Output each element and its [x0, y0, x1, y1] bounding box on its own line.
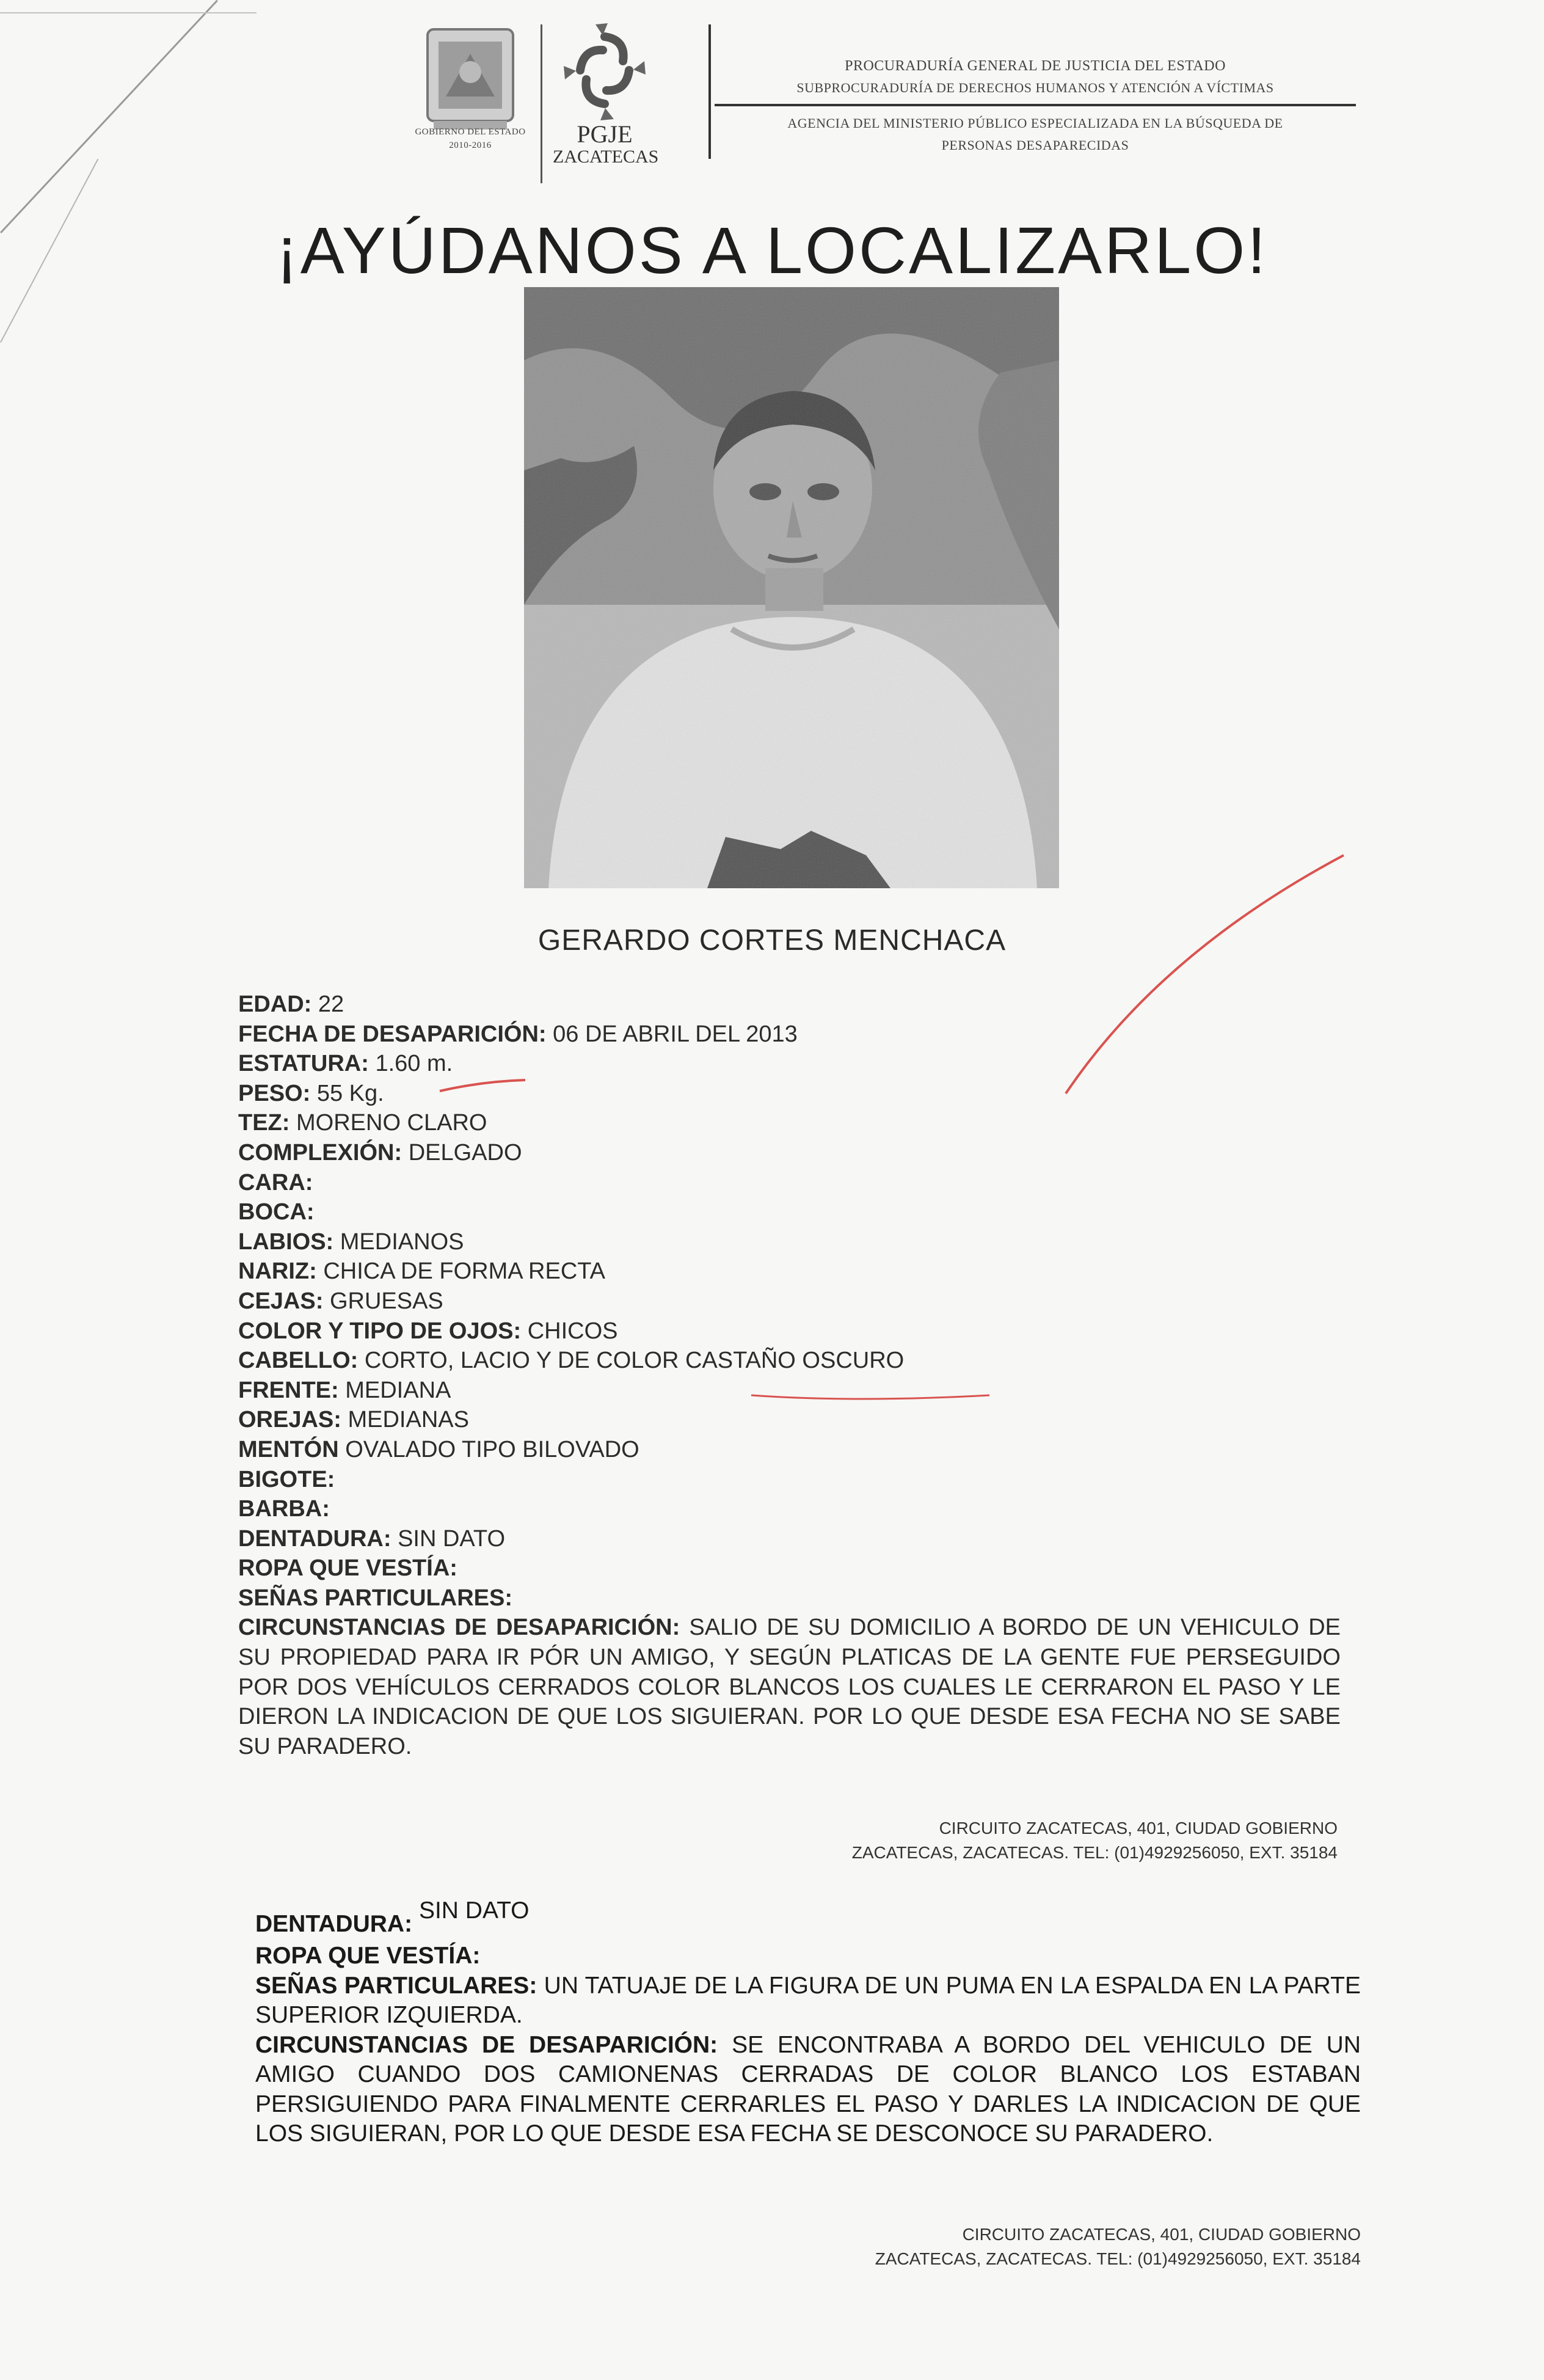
field-value: MEDIANAS — [348, 1407, 469, 1433]
field-label: BOCA: — [238, 1199, 315, 1225]
agency-name-line-2: SUBPROCURADURÍA DE DERECHOS HUMANOS Y ATENCIÓN A VÍCTIMAS — [796, 80, 1274, 95]
field-label: ROPA QUE VESTÍA: — [238, 1555, 457, 1582]
field-value: 1.60 m. — [375, 1051, 453, 1077]
field-value: CORTO, LACIO Y DE COLOR CASTAÑO OSCURO — [364, 1348, 905, 1374]
overlay-field-circunstancias — [255, 2031, 1361, 2149]
field-label: CABELLO: — [238, 1348, 359, 1374]
field-label: CIRCUNSTANCIAS DE DESAPARICIÓN: — [238, 1615, 680, 1641]
field-value: MORENO CLARO — [296, 1110, 487, 1136]
field-label: MENTÓN — [238, 1436, 339, 1462]
address-line-1: CIRCUITO ZACATECAS, 401, CIUDAD GOBIERNO — [962, 2224, 1361, 2244]
field-label: CARA: — [238, 1169, 313, 1195]
field-value: OVALADO TIPO BILOVADO — [345, 1436, 639, 1462]
field-value: MEDIANA — [345, 1377, 451, 1403]
pgje-wordmark-line-2: ZACATECAS — [553, 147, 659, 167]
overlay-page-fragment — [255, 1897, 1361, 2271]
address-line-2: ZACATECAS, ZACATECAS. TEL: (01)4929256050, EXT. 35184 — [875, 2249, 1361, 2268]
field-value: 22 — [318, 991, 344, 1017]
field-label: SEÑAS PARTICULARES: — [238, 1585, 512, 1611]
field-value: 06 DE ABRIL DEL 2013 — [553, 1021, 798, 1047]
field-label: BARBA: — [238, 1496, 330, 1522]
field-label: FECHA DE DESAPARICIÓN: — [238, 1021, 547, 1047]
field-value: DELGADO — [408, 1139, 522, 1166]
field-value: MEDIANOS — [340, 1228, 464, 1255]
person-name: GERARDO CORTES MENCHACA — [537, 924, 1007, 957]
overlay-field-senas — [255, 1971, 1361, 2031]
field-value: GRUESAS — [329, 1288, 443, 1314]
field-label: DENTADURA: — [238, 1525, 391, 1552]
field-label: COMPLEXIÓN: — [238, 1139, 402, 1166]
agency-name-line-4: PERSONAS DESAPARECIDAS — [941, 137, 1129, 153]
field-value: SIN DATO — [418, 1897, 530, 1924]
field-value: SE ENCONTRABA A BORDO DEL VEHICULO DE UN AMIGO CUANDO DOS CAMIONENAS CERRADAS DE COLOR BLANCO LOS ESTABAN PERSIGUIENDO PARA FINALMENTE CERRARLES EL PASO Y DARLES LA INDICACION DE QUE LOS SIGUIERAN, POR LO QUE DESDE ESA FECHA SE DESCONOCE SU PARADERO. — [255, 2031, 1361, 2147]
field-label: LABIOS: — [238, 1228, 334, 1255]
field-value: 55 Kg. — [316, 1080, 384, 1106]
address-line-2: ZACATECAS, ZACATECAS. TEL: (01)4929256050, EXT. 35184 — [851, 1843, 1338, 1863]
overlay-field-ropa — [255, 1941, 1361, 1971]
field-label: TEZ: — [238, 1110, 290, 1136]
field-value: CHICOS — [527, 1318, 618, 1344]
field-label: EDAD: — [238, 991, 312, 1017]
red-pen-underline — [751, 1395, 989, 1399]
pgje-wordmark-line-1: PGJE — [577, 120, 633, 148]
field-label: ROPA QUE VESTÍA: — [255, 1943, 481, 1969]
field-label: CIRCUNSTANCIAS DE DESAPARICIÓN: — [255, 2031, 718, 2058]
red-pen-underline — [440, 1080, 525, 1091]
field-value: SALIO DE SU DOMICILIO A BORDO DE UN VEHICULO DE SU PROPIEDAD PARA IR PÓR UN AMIGO, Y SEGÚN PLATICAS DE LA GENTE FUE PERSEGUIDO POR DOS VEHÍCULOS CERRADOS COLOR BLANCOS LOS CUALES LE CERRARON EL PASO Y LE DIERON LA INDICACION DE QUE LOS SIGUIERAN. POR LO QUE DESDE ESA FECHA NO SE SABE SU PARADERO. — [238, 1615, 1341, 1759]
agency-name-line-3: AGENCIA DEL MINISTERIO PÚBLICO ESPECIALIZADA EN LA BÚSQUEDA DE — [787, 115, 1283, 131]
field-value: CHICA DE FORMA RECTA — [323, 1258, 606, 1285]
field-value: SIN DATO — [398, 1525, 506, 1552]
government-label-line-2: 2010-2016 — [449, 141, 492, 150]
red-pen-slash — [1066, 855, 1344, 1093]
address-line-1: CIRCUITO ZACATECAS, 401, CIUDAD GOBIERNO — [939, 1819, 1338, 1838]
field-label: ESTATURA: — [238, 1051, 369, 1077]
field-value: UN TATUAJE DE LA FIGURA DE UN PUMA EN LA ESPALDA EN LA PARTE SUPERIOR IZQUIERDA. — [255, 1972, 1361, 2028]
overlay-field-dentadura — [255, 1897, 1361, 1941]
field-label: COLOR Y TIPO DE OJOS: — [238, 1318, 522, 1344]
field-label: SEÑAS PARTICULARES: — [255, 1972, 537, 1999]
field-label: OREJAS: — [238, 1407, 341, 1433]
field-label: FRENTE: — [238, 1377, 339, 1403]
field-label: DENTADURA: — [255, 1911, 413, 1937]
field-label: PESO: — [238, 1080, 311, 1106]
field-label: CEJAS: — [238, 1288, 324, 1314]
government-label-line-1: GOBIERNO DEL ESTADO — [415, 127, 526, 137]
page-title: ¡AYÚDANOS A LOCALIZARLO! — [275, 213, 1269, 287]
field-label: BIGOTE: — [238, 1466, 335, 1492]
field-label: NARIZ: — [238, 1258, 317, 1285]
agency-name-line-1: PROCURADURÍA GENERAL DE JUSTICIA DEL ESTADO — [845, 58, 1226, 74]
